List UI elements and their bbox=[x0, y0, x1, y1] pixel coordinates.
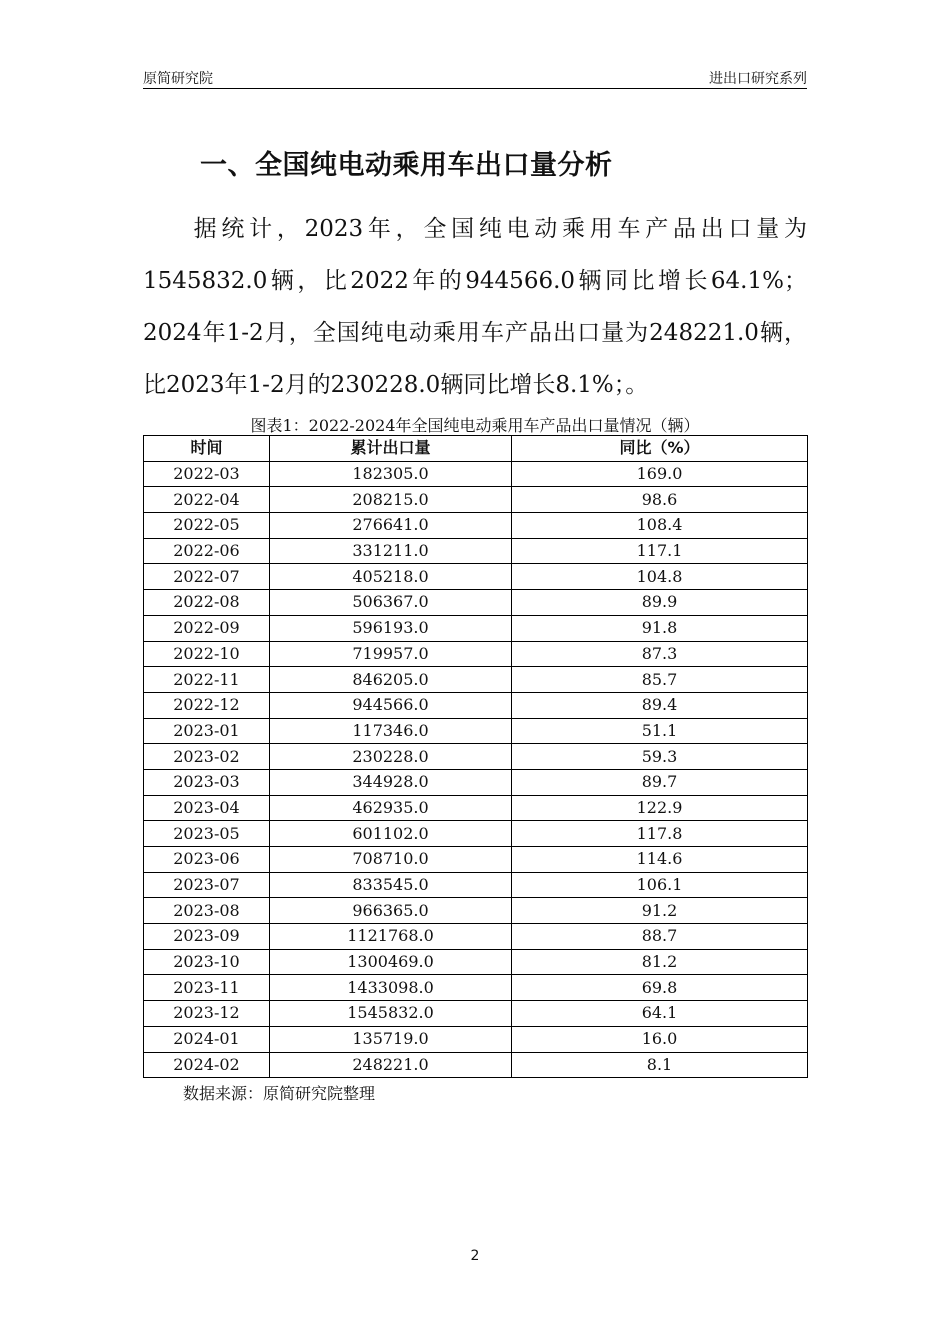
cell-time: 2023-12 bbox=[144, 1001, 270, 1027]
cell-yoy: 81.2 bbox=[512, 949, 808, 975]
cell-cumulative-exports: 344928.0 bbox=[270, 769, 512, 795]
cell-cumulative-exports: 944566.0 bbox=[270, 692, 512, 718]
table-row bbox=[144, 795, 808, 821]
cell-time: 2023-06 bbox=[144, 847, 270, 873]
cell-time: 2022-10 bbox=[144, 641, 270, 667]
cell-yoy: 87.3 bbox=[512, 641, 808, 667]
cell-yoy: 89.4 bbox=[512, 692, 808, 718]
table-row bbox=[144, 590, 808, 616]
cell-yoy: 98.6 bbox=[512, 487, 808, 513]
cell-cumulative-exports: 230228.0 bbox=[270, 744, 512, 770]
cell-time: 2022-03 bbox=[144, 461, 270, 487]
table-row bbox=[144, 924, 808, 950]
body-paragraph bbox=[143, 203, 807, 411]
cell-time: 2022-08 bbox=[144, 590, 270, 616]
cell-yoy: 117.1 bbox=[512, 538, 808, 564]
header-right-series: 进出口研究系列 bbox=[709, 71, 807, 87]
table-row bbox=[144, 487, 808, 513]
cell-cumulative-exports: 708710.0 bbox=[270, 847, 512, 873]
table-row bbox=[144, 847, 808, 873]
cell-yoy: 89.7 bbox=[512, 769, 808, 795]
cell-time: 2023-07 bbox=[144, 872, 270, 898]
cell-cumulative-exports: 135719.0 bbox=[270, 1026, 512, 1052]
cell-time: 2023-03 bbox=[144, 769, 270, 795]
table-row bbox=[144, 513, 808, 539]
cell-yoy: 91.8 bbox=[512, 615, 808, 641]
table-row bbox=[144, 975, 808, 1001]
cell-cumulative-exports: 601102.0 bbox=[270, 821, 512, 847]
cell-time: 2023-02 bbox=[144, 744, 270, 770]
cell-yoy: 89.9 bbox=[512, 590, 808, 616]
cell-yoy: 51.1 bbox=[512, 718, 808, 744]
cell-time: 2022-05 bbox=[144, 513, 270, 539]
cell-yoy: 108.4 bbox=[512, 513, 808, 539]
page-number: 2 bbox=[470, 1248, 480, 1264]
table-caption: 图表1：2022-2024年全国纯电动乘用车产品出口量情况（辆） bbox=[250, 416, 700, 435]
cell-yoy: 114.6 bbox=[512, 847, 808, 873]
cell-time: 2023-11 bbox=[144, 975, 270, 1001]
cell-time: 2022-09 bbox=[144, 615, 270, 641]
cell-cumulative-exports: 117346.0 bbox=[270, 718, 512, 744]
cell-yoy: 169.0 bbox=[512, 461, 808, 487]
cell-time: 2022-12 bbox=[144, 692, 270, 718]
cell-yoy: 59.3 bbox=[512, 744, 808, 770]
header-left-org: 原简研究院 bbox=[143, 71, 213, 87]
table-row bbox=[144, 564, 808, 590]
cell-cumulative-exports: 276641.0 bbox=[270, 513, 512, 539]
cell-yoy: 16.0 bbox=[512, 1026, 808, 1052]
cell-yoy: 104.8 bbox=[512, 564, 808, 590]
cell-time: 2022-04 bbox=[144, 487, 270, 513]
cell-cumulative-exports: 506367.0 bbox=[270, 590, 512, 616]
cell-cumulative-exports: 846205.0 bbox=[270, 667, 512, 693]
table-row bbox=[144, 1001, 808, 1027]
section-heading: 一、全国纯电动乘用车出口量分析 bbox=[200, 150, 613, 181]
cell-cumulative-exports: 462935.0 bbox=[270, 795, 512, 821]
table-row bbox=[144, 718, 808, 744]
cell-cumulative-exports: 182305.0 bbox=[270, 461, 512, 487]
table-body bbox=[144, 461, 808, 1078]
cell-time: 2023-05 bbox=[144, 821, 270, 847]
cell-yoy: 91.2 bbox=[512, 898, 808, 924]
cell-time: 2023-09 bbox=[144, 924, 270, 950]
cell-yoy: 88.7 bbox=[512, 924, 808, 950]
cell-cumulative-exports: 331211.0 bbox=[270, 538, 512, 564]
cell-time: 2023-01 bbox=[144, 718, 270, 744]
cell-time: 2023-04 bbox=[144, 795, 270, 821]
cell-cumulative-exports: 596193.0 bbox=[270, 615, 512, 641]
cell-time: 2023-08 bbox=[144, 898, 270, 924]
cell-time: 2022-06 bbox=[144, 538, 270, 564]
table-row bbox=[144, 872, 808, 898]
cell-cumulative-exports: 1433098.0 bbox=[270, 975, 512, 1001]
table-row bbox=[144, 821, 808, 847]
table-row bbox=[144, 1052, 808, 1078]
table-row bbox=[144, 615, 808, 641]
export-volume-table bbox=[143, 435, 808, 1078]
cell-yoy: 117.8 bbox=[512, 821, 808, 847]
cell-yoy: 122.9 bbox=[512, 795, 808, 821]
cell-time: 2023-10 bbox=[144, 949, 270, 975]
table-row bbox=[144, 641, 808, 667]
table-row bbox=[144, 949, 808, 975]
cell-yoy: 8.1 bbox=[512, 1052, 808, 1078]
table-header-row bbox=[144, 436, 808, 462]
column-header-time: 时间 bbox=[144, 436, 270, 462]
body-paragraph-text: 据统计，2023年，全国纯电动乘用车产品出口量为1545832.0辆，比2022年的944566.0辆同比增长64.1%；2024年1-2月，全国纯电动乘用车产品出口量为248221.0辆，比2023年1-2月的230228.0辆同比增长8.1%；。 bbox=[143, 216, 807, 398]
table-row bbox=[144, 461, 808, 487]
cell-cumulative-exports: 1121768.0 bbox=[270, 924, 512, 950]
table-row bbox=[144, 898, 808, 924]
table-row bbox=[144, 1026, 808, 1052]
data-source-note: 数据来源：原简研究院整理 bbox=[183, 1084, 376, 1103]
cell-cumulative-exports: 208215.0 bbox=[270, 487, 512, 513]
cell-yoy: 85.7 bbox=[512, 667, 808, 693]
cell-yoy: 64.1 bbox=[512, 1001, 808, 1027]
cell-cumulative-exports: 1545832.0 bbox=[270, 1001, 512, 1027]
cell-cumulative-exports: 405218.0 bbox=[270, 564, 512, 590]
header-divider bbox=[143, 88, 807, 89]
cell-cumulative-exports: 719957.0 bbox=[270, 641, 512, 667]
cell-cumulative-exports: 966365.0 bbox=[270, 898, 512, 924]
table-row bbox=[144, 769, 808, 795]
cell-yoy: 106.1 bbox=[512, 872, 808, 898]
column-header-cumulative-exports: 累计出口量 bbox=[270, 436, 512, 462]
table-row bbox=[144, 538, 808, 564]
cell-time: 2024-02 bbox=[144, 1052, 270, 1078]
cell-time: 2022-11 bbox=[144, 667, 270, 693]
table-row bbox=[144, 667, 808, 693]
table-row bbox=[144, 744, 808, 770]
column-header-yoy: 同比（%） bbox=[512, 436, 808, 462]
cell-cumulative-exports: 248221.0 bbox=[270, 1052, 512, 1078]
cell-time: 2024-01 bbox=[144, 1026, 270, 1052]
cell-cumulative-exports: 1300469.0 bbox=[270, 949, 512, 975]
cell-cumulative-exports: 833545.0 bbox=[270, 872, 512, 898]
table-row bbox=[144, 692, 808, 718]
cell-yoy: 69.8 bbox=[512, 975, 808, 1001]
cell-time: 2022-07 bbox=[144, 564, 270, 590]
